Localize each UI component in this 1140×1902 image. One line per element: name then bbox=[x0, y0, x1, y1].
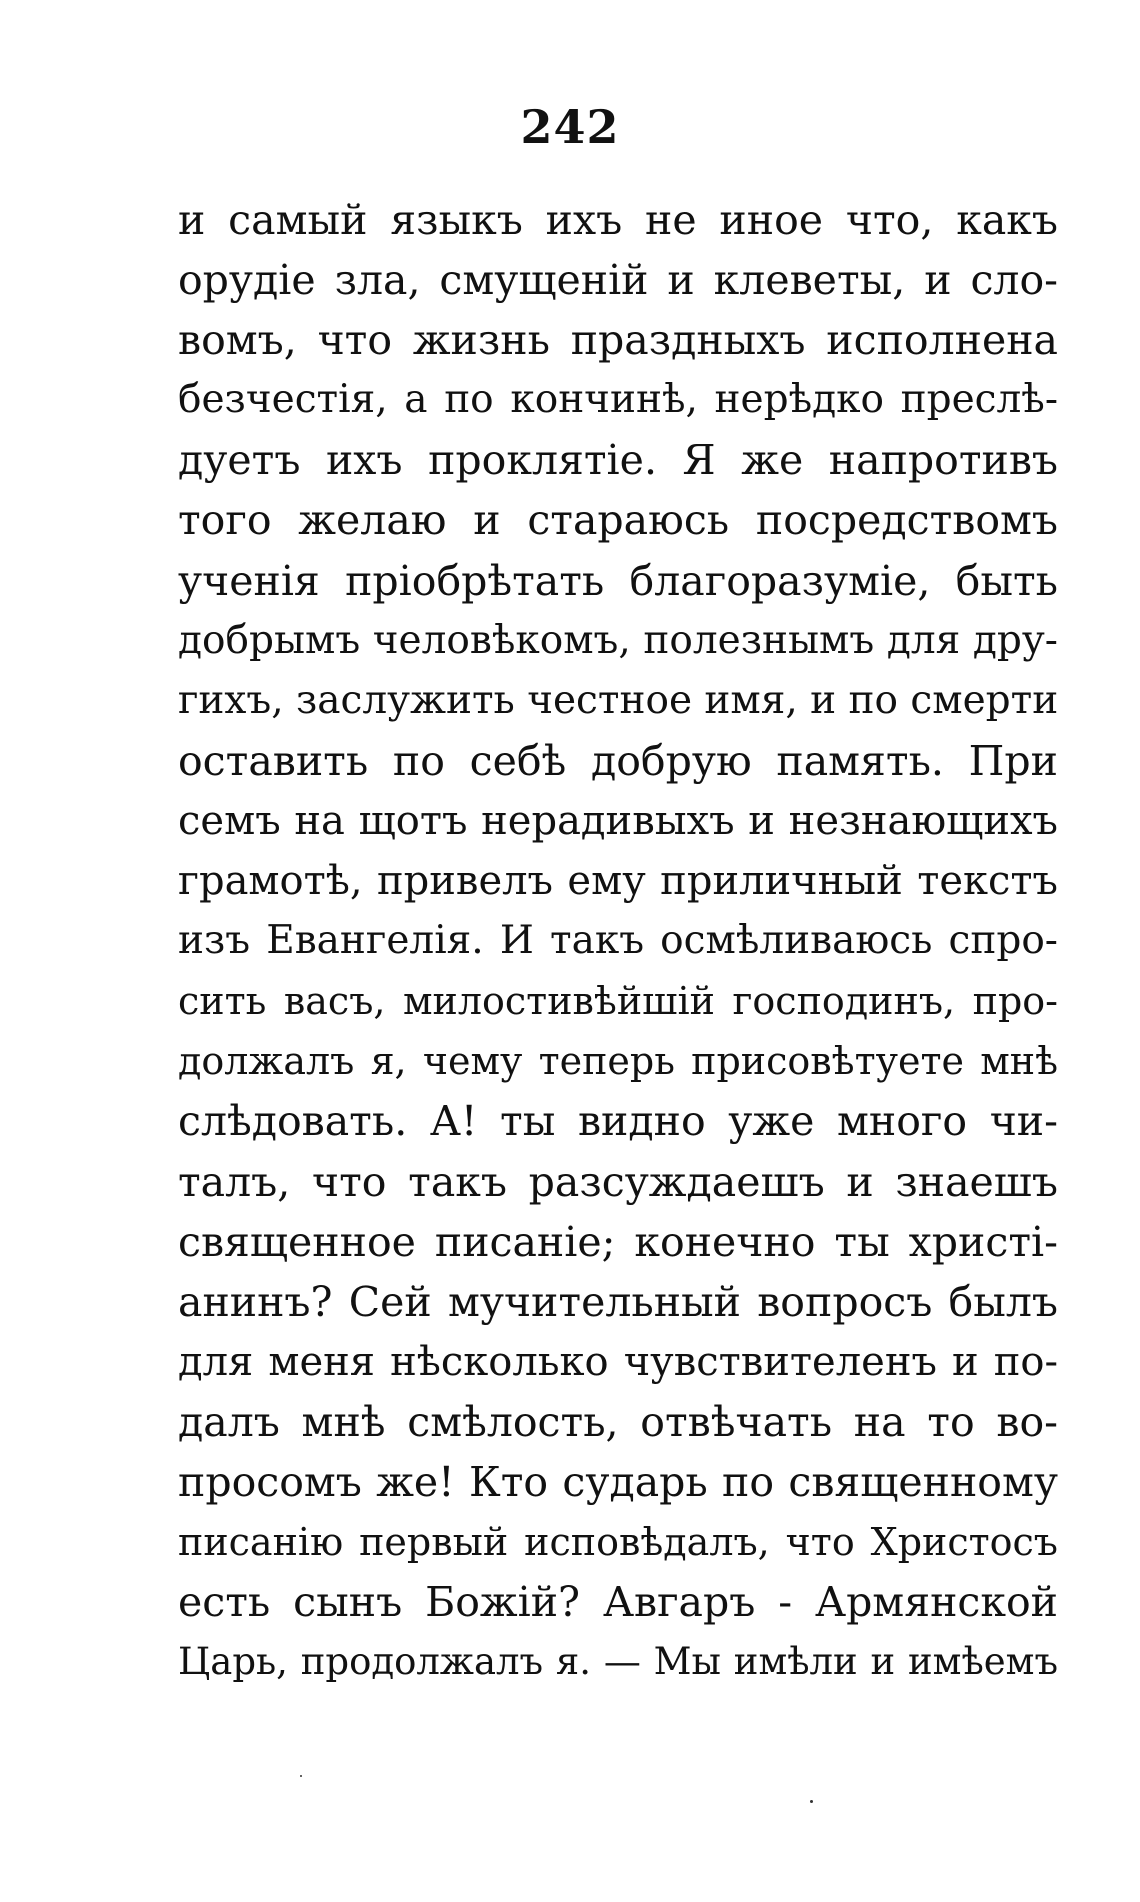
text-line: должалъ я, чему теперь присовѣтуете мнѣ bbox=[178, 1039, 1058, 1084]
text-line: слѣдовать. А! ты видно уже много чи- bbox=[178, 1097, 1058, 1146]
text-line: сить васъ, милостивѣйшій господинъ, про- bbox=[178, 979, 1058, 1024]
text-line: гихъ, заслужить честное имя, и по смерти bbox=[178, 677, 1058, 723]
text-line: дуетъ ихъ проклятіе. Я же напротивъ bbox=[178, 436, 1058, 485]
text-line: талъ, что такъ разсуждаешъ и знаешъ bbox=[178, 1157, 1058, 1206]
text-line: Царь, продолжалъ я. — Мы имѣли и имѣемъ bbox=[178, 1640, 1058, 1684]
text-line: того желаю и стараюсь посредствомъ bbox=[178, 496, 1058, 545]
text-line: безчестія, а по кончинѣ, нерѣдко преслѣ- bbox=[178, 377, 1058, 423]
page-number: 242 bbox=[520, 100, 620, 154]
text-line: просомъ же! Кто сударь по священному bbox=[178, 1457, 1058, 1506]
text-line: грамотѣ, привелъ ему приличный текстъ bbox=[178, 858, 1058, 905]
text-line: ученія пріобрѣтать благоразуміе, быть bbox=[178, 556, 1058, 605]
text-line: семъ на щотъ нерадивыхъ и незнающихъ bbox=[178, 797, 1058, 844]
body-text bbox=[178, 190, 1058, 1692]
text-line: добрымъ человѣкомъ, полезнымъ для дру- bbox=[178, 617, 1058, 663]
text-line: орудіе зла, смущеній и клеветы, и сло- bbox=[178, 256, 1058, 305]
text-line: священное писаніе; конечно ты христі- bbox=[178, 1217, 1058, 1266]
text-line: далъ мнѣ смѣлость, отвѣчать на то во- bbox=[178, 1397, 1058, 1446]
text-line: для меня нѣсколько чувствителенъ и по- bbox=[178, 1338, 1058, 1385]
text-line: и самый языкъ ихъ не иное что, какъ bbox=[178, 196, 1058, 244]
speck bbox=[300, 1775, 302, 1777]
text-line: вомъ, что жизнь праздныхъ исполнена bbox=[178, 316, 1058, 365]
text-line: есть сынъ Божій? Авгаръ - Армянской bbox=[178, 1578, 1058, 1627]
text-line: анинъ? Сей мучительный вопросъ былъ bbox=[178, 1277, 1058, 1326]
text-line: писанію первый исповѣдалъ, что Христосъ bbox=[178, 1520, 1058, 1565]
speck bbox=[810, 1800, 813, 1803]
text-line: изъ Евангелія. И такъ осмѣливаюсь спро- bbox=[178, 918, 1058, 964]
text-line: оставить по себѣ добрую память. При bbox=[178, 736, 1058, 785]
